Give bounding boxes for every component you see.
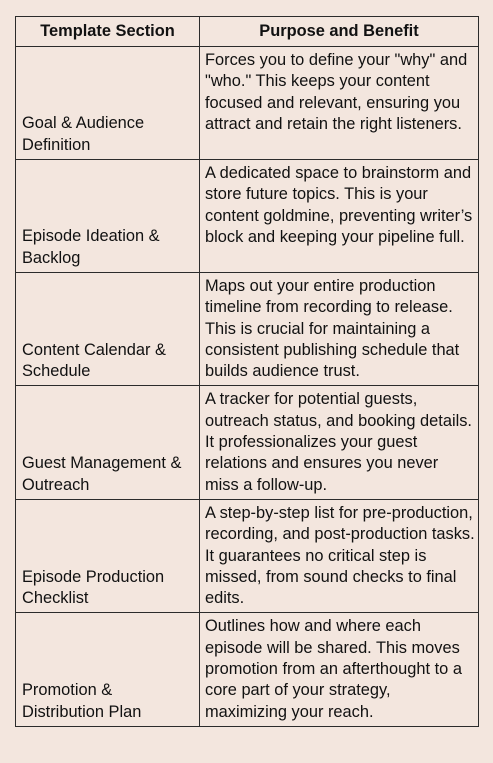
table-row [16,386,479,499]
purpose-text: Forces you to define your "why" and "who." This keeps your content focused and relevant, ensuring you attract and retain the right listeners. [200,47,479,160]
purpose-text: A tracker for potential guests, outreach status, and booking details. It professionalizes your guest relations and ensures you never miss a follow-up. [200,386,479,499]
section-name: Goal & Audience Definition [16,47,200,160]
section-name: Episode Production Checklist [16,499,200,612]
section-name: Promotion & Distribution Plan [16,613,200,726]
template-table [15,16,479,727]
table-row [16,47,479,160]
purpose-text: A step-by-step list for pre-production, recording, and post-production tasks. It guarantees no critical step is missed, from sound checks to final edits. [200,499,479,612]
table-row [16,613,479,726]
table-row [16,499,479,612]
table-body [16,47,479,727]
section-name: Episode Ideation & Backlog [16,160,200,273]
purpose-text: Maps out your entire production timeline from recording to release. This is crucial for maintaining a consistent publishing schedule that builds audience trust. [200,273,479,386]
section-name: Guest Management & Outreach [16,386,200,499]
header-purpose-and-benefit: Purpose and Benefit [200,17,479,47]
section-name: Content Calendar & Schedule [16,273,200,386]
table-row [16,160,479,273]
table-row [16,273,479,386]
purpose-text: Outlines how and where each episode will be shared. This moves promotion from an afterthought to a core part of your strategy, maximizing your reach. [200,613,479,726]
purpose-text: A dedicated space to brainstorm and store future topics. This is your content goldmine, preventing writer’s block and keeping your pipeline full. [200,160,479,273]
header-row [16,17,479,47]
header-template-section: Template Section [16,17,200,47]
table-header [16,17,479,47]
